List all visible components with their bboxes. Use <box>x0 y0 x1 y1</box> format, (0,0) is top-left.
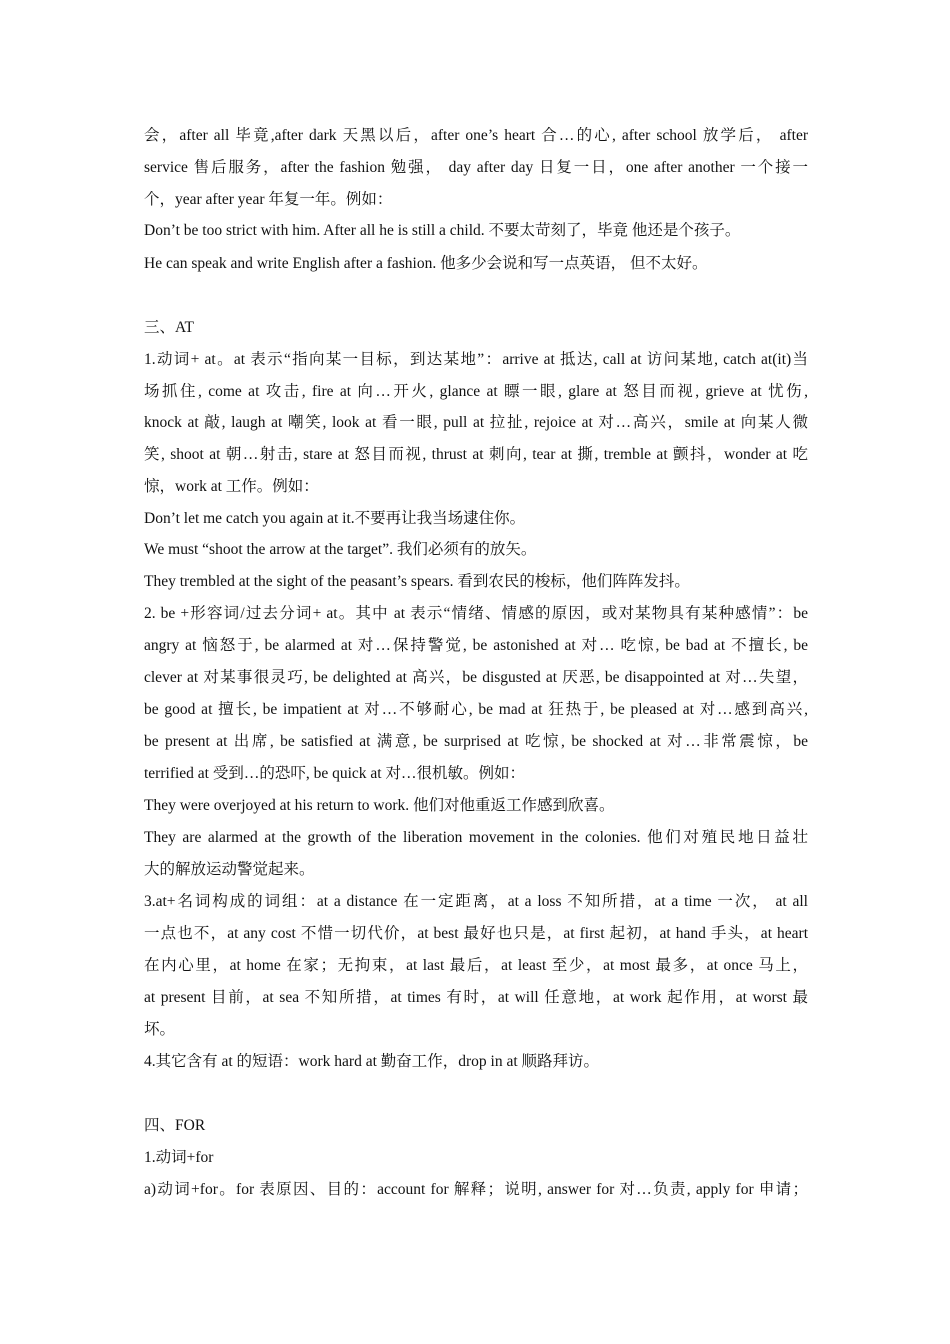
text-line: 一点也不，at any cost 不惜一切代价，at best 最好也只是，at first 起初，at hand 手头，at heart <box>144 925 808 942</box>
text-line: terrified at 受到…的恐吓, be quick at 对…很机敏。例如： <box>144 765 525 782</box>
text-line: 笑, shoot at 朝…射击, stare at 怒目而视, thrust at 刺向, tear at 撕, tremble at 颤抖，wonder at 吃 <box>144 446 808 463</box>
section-heading-at: 三、AT <box>144 319 194 336</box>
text-line: service 售后服务，after the fashion 勉强， day after day 日复一日，one after another 一个接一 <box>144 159 808 176</box>
text-line: 2. be +形容词/过去分词+ at。其中 at 表示“情绪、情感的原因，或对某物具有某种感情”：be <box>144 605 808 622</box>
text-line: be good at 擅长, be impatient at 对…不够耐心, be mad at 狂热于, be pleased at 对…感到高兴, <box>144 701 808 718</box>
text-line: 在内心里，at home 在家；无拘束，at last 最后，at least 至少，at most 最多，at once 马上， <box>144 957 808 974</box>
example-sentence: We must “shoot the arrow at the target”. 我们必须有的放矢。 <box>144 541 537 558</box>
section-heading-for: 四、FOR <box>144 1117 206 1134</box>
text-line: a)动词+for。for 表原因、目的：account for 解释；说明, answer for 对…负责, apply for 申请； <box>144 1181 808 1198</box>
text-line: at present 目前，at sea 不知所措，at times 有时，at will 任意地，at work 起作用，at worst 最 <box>144 989 808 1006</box>
text-line: angry at 恼怒于, be alarmed at 对…保持警觉, be astonished at 对… 吃惊, be bad at 不擅长, be <box>144 637 808 654</box>
subsection-heading: 1.动词+for <box>144 1149 214 1166</box>
example-sentence: He can speak and write English after a fashion. 他多少会说和写一点英语， 但不太好。 <box>144 255 708 272</box>
text-line: 3.at+名词构成的词组：at a distance 在一定距离，at a loss 不知所措，at a time 一次， at all <box>144 893 808 910</box>
text-line: 个，year after year 年复一年。例如： <box>144 191 393 208</box>
text-line: 1.动词+ at。at 表示“指向某一目标，到达某地”：arrive at 抵达, call at 访问某地, catch at(it)当 <box>144 351 808 368</box>
example-sentence: 大的解放运动警觉起来。 <box>144 861 315 878</box>
text-line: 4.其它含有 at 的短语：work hard at 勤奋工作，drop in at 顺路拜访。 <box>144 1053 600 1070</box>
example-sentence: Don’t be too strict with him. After all he is still a child. 不要太苛刻了，毕竟 他还是个孩子。 <box>144 222 741 239</box>
text-line: 会，after all 毕竟,after dark 天黑以后，after one’s heart 合…的心, after school 放学后， after <box>144 127 808 144</box>
example-sentence: They were overjoyed at his return to work. 他们对他重返工作感到欣喜。 <box>144 797 615 814</box>
text-line: 场抓住, come at 攻击, fire at 向…开火, glance at 瞟一眼, glare at 怒目而视, grieve at 忧伤, <box>144 383 808 400</box>
text-line: 惊，work at 工作。例如： <box>144 478 319 495</box>
text-line: be present at 出席, be satisfied at 满意, be surprised at 吃惊, be shocked at 对…非常震惊，be <box>144 733 808 750</box>
text-line: knock at 敲, laugh at 嘲笑, look at 看一眼, pull at 拉扯, rejoice at 对…高兴，smile at 向某人微 <box>144 414 808 431</box>
text-line: clever at 对某事很灵巧, be delighted at 高兴，be disgusted at 厌恶, be disappointed at 对…失望， <box>144 669 808 686</box>
text-line: 坏。 <box>144 1021 176 1038</box>
example-sentence: They trembled at the sight of the peasant’s spears. 看到农民的梭标，他们阵阵发抖。 <box>144 573 690 590</box>
example-sentence: Don’t let me catch you again at it.不要再让我当场逮住你。 <box>144 510 526 527</box>
example-sentence: They are alarmed at the growth of the liberation movement in the colonies. 他们对殖民地日益壮 <box>144 829 808 846</box>
